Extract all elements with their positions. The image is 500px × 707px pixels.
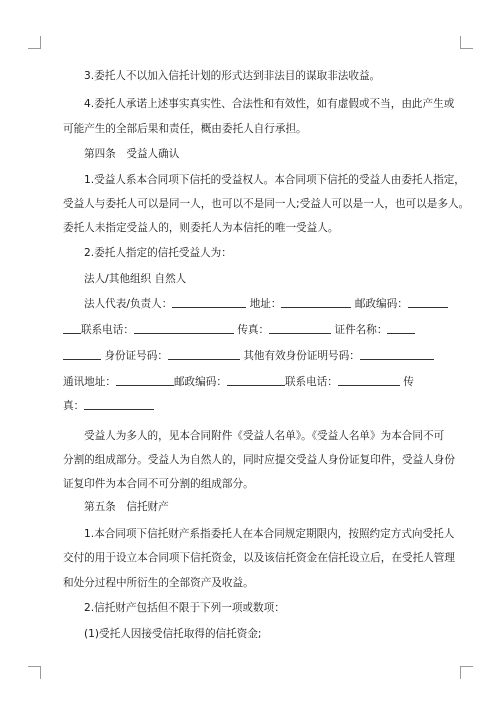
address-label: 地址：: [249, 298, 282, 310]
fax-label: 传真：: [237, 324, 270, 336]
legal-rep-label: 法人代表/负责人：: [84, 298, 173, 310]
phone-blank: [134, 323, 234, 334]
id-no-blank: [168, 349, 240, 360]
fax2-label-start: 传: [403, 376, 414, 388]
paragraph-line: 委托人未指定受益人的，则委托人为本信托的唯一受益人。: [63, 222, 339, 234]
mail-address-blank: [116, 375, 174, 386]
paragraph-line: 受益人为多人的，见本合同附件《受益人名单》。《受益人名单》为本合同不可: [84, 430, 445, 442]
cert-name-label: 证件名称：: [334, 324, 388, 336]
postcode-label: 邮政编码：: [354, 298, 408, 310]
section-heading: 第五条 信托财产: [84, 501, 169, 513]
paragraph-line: 1.受益人系本合同项下信托的受益权人。本合同项下信托的受益人由委托人指定，: [84, 174, 465, 186]
paragraph-line: 分割的组成部分。受益人为自然人的，同时应提交受益人身份证复印件，受益人身份: [63, 454, 455, 466]
phone-label: 联系电话：: [81, 324, 134, 336]
paragraph-line: 法人/其他组织 自然人: [84, 273, 187, 285]
paragraph-line: 交付的用于设立本合同项下信托资金，以及该信托资金在信托设立后，在受托人管理: [63, 552, 455, 564]
form-line-fax: [63, 399, 154, 413]
mail-address-label: 通讯地址：: [63, 376, 116, 388]
fax2-label-end: 真：: [63, 400, 85, 412]
postcode2-blank: [227, 375, 285, 386]
form-line-mail: [63, 375, 414, 389]
crop-mark-top-right: [460, 36, 473, 49]
form-line-phone: [63, 323, 415, 337]
paragraph-line: (1)受托人因接受信托取得的信托资金;: [84, 628, 262, 640]
other-id-label: 其他有效身份证明号码：: [243, 350, 360, 362]
postcode2-label: 邮政编码：: [173, 376, 227, 388]
paragraph-line: 2.信托财产包括但不限于下列一项或数项：: [84, 602, 285, 614]
phone2-label: 联系电话：: [284, 376, 338, 388]
postcode-blank: [408, 297, 448, 308]
fax2-blank: [84, 399, 154, 410]
paragraph-line: 受益人与委托人可以是同一人，也可以不是同一人;受益人可以是一人，也可以是多人。: [63, 198, 470, 210]
section-heading: 第四条 受益人确认: [84, 148, 180, 160]
form-line-legal-rep: [84, 297, 448, 311]
paragraph-line: 4.委托人承诺上述事实真实性、合法性和有效性，如有虚假或不当，由此产生或: [84, 98, 455, 110]
id-no-label: 身份证号码：: [104, 350, 168, 362]
paragraph-line: 2.委托人指定的信托受益人为：: [84, 247, 232, 259]
phone2-blank: [338, 375, 400, 386]
legal-rep-blank: [172, 297, 246, 308]
paragraph-line: 和处分过程中所衍生的全部资产及收益。: [63, 577, 254, 589]
cert-name-blank-continued: [63, 349, 101, 360]
crop-mark-bottom-left: [28, 666, 41, 679]
cert-name-blank: [387, 323, 415, 334]
crop-mark-bottom-right: [460, 666, 473, 679]
paragraph-line: 3.委托人不以加入信托计划的形式达到非法目的谋取非法收益。: [84, 70, 381, 82]
paragraph-line: 可能产生的全部后果和责任，概由委托人自行承担。: [63, 123, 307, 135]
other-id-blank: [360, 349, 434, 360]
fax-blank: [269, 323, 331, 334]
postcode-blank-continued: [63, 323, 81, 334]
paragraph-line: 1.本合同项下信托财产系指委托人在本合同规定期限内，按照约定方式向受托人: [84, 528, 455, 540]
address-blank: [281, 297, 351, 308]
form-line-id: [63, 349, 434, 363]
crop-mark-top-left: [28, 36, 41, 49]
paragraph-line: 证复印件为本合同不可分割的组成部分。: [63, 478, 254, 490]
